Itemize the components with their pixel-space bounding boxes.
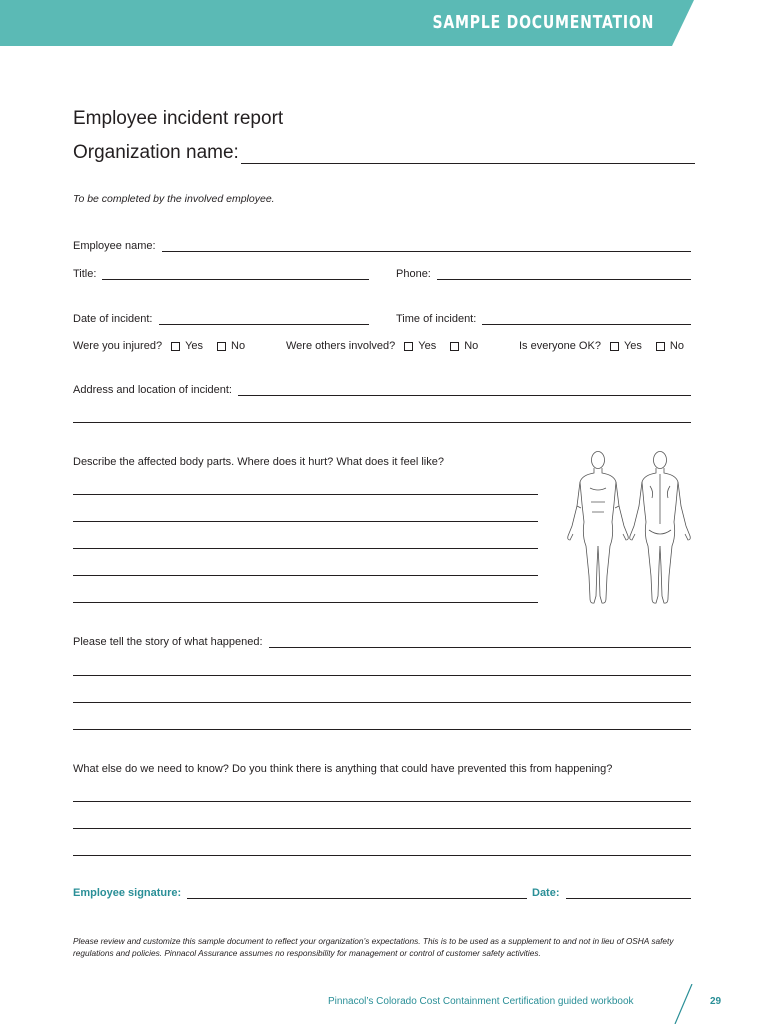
form-title: Employee incident report: [73, 108, 284, 129]
injured-yes-checkbox[interactable]: [171, 342, 180, 351]
signature-label: Employee signature:: [73, 887, 182, 899]
story-field[interactable]: [73, 636, 691, 648]
others-label: Were others involved?: [286, 340, 396, 352]
body-parts-line-1[interactable]: [73, 494, 538, 495]
signature-date-field[interactable]: [532, 887, 691, 899]
phone-field[interactable]: [396, 268, 691, 280]
time-of-incident-label: Time of incident:: [396, 313, 477, 325]
front-body-figure: [568, 452, 629, 604]
address-label: Address and location of incident:: [73, 384, 232, 396]
ok-yes-label: Yes: [623, 340, 642, 352]
body-outline-icon: [560, 446, 695, 608]
title-line[interactable]: [102, 268, 369, 280]
address-line-2[interactable]: [73, 422, 691, 423]
injured-no-label: No: [231, 340, 246, 352]
signature-field[interactable]: [73, 887, 527, 899]
body-parts-line-5[interactable]: [73, 602, 538, 603]
organization-line[interactable]: [241, 146, 695, 164]
story-line-1[interactable]: [269, 636, 691, 648]
signature-date-label: Date:: [532, 887, 560, 899]
employee-name-line[interactable]: [162, 240, 691, 252]
employee-name-field[interactable]: [73, 240, 691, 252]
story-line-2[interactable]: [73, 675, 691, 676]
injured-no-checkbox[interactable]: [217, 342, 226, 351]
body-parts-line-2[interactable]: [73, 521, 538, 522]
organization-label: Organization name:: [73, 142, 239, 163]
address-line[interactable]: [238, 384, 691, 396]
form-instructions: To be completed by the involved employee.: [73, 193, 275, 205]
signature-line[interactable]: [187, 887, 527, 899]
story-label: Please tell the story of what happened:: [73, 636, 263, 648]
footer-workbook-title: Pinnacol’s Colorado Cost Containment Certification guided workbook: [328, 996, 634, 1007]
ok-no-checkbox[interactable]: [656, 342, 665, 351]
phone-line[interactable]: [437, 268, 691, 280]
ok-no-label: No: [669, 340, 684, 352]
organization-field[interactable]: [73, 142, 695, 164]
story-line-3[interactable]: [73, 702, 691, 703]
others-question: [286, 340, 478, 352]
prevention-line-2[interactable]: [73, 828, 691, 829]
injured-question: [73, 340, 245, 352]
phone-label: Phone:: [396, 268, 431, 280]
time-of-incident-field[interactable]: [396, 313, 691, 325]
footer-divider-icon: [672, 984, 696, 1024]
others-no-label: No: [464, 340, 479, 352]
ok-question: [519, 340, 684, 352]
others-yes-label: Yes: [418, 340, 437, 352]
body-parts-question: Describe the affected body parts. Where does it hurt? What does it feel like?: [73, 456, 444, 468]
body-parts-line-4[interactable]: [73, 575, 538, 576]
page-number: 29: [710, 996, 722, 1007]
prevention-line-3[interactable]: [73, 855, 691, 856]
others-yes-checkbox[interactable]: [404, 342, 413, 351]
title-field[interactable]: [73, 268, 369, 280]
employee-name-label: Employee name:: [73, 240, 156, 252]
date-of-incident-field[interactable]: [73, 313, 369, 325]
banner-title: SAMPLE DOCUMENTATION: [432, 12, 654, 33]
prevention-question: What else do we need to know? Do you think there is anything that could have prevented this from happening?: [73, 763, 613, 775]
others-no-checkbox[interactable]: [450, 342, 459, 351]
injured-yes-label: Yes: [185, 340, 204, 352]
body-diagram[interactable]: [560, 446, 695, 613]
prevention-line-1[interactable]: [73, 801, 691, 802]
back-body-figure: [630, 452, 691, 604]
address-field[interactable]: [73, 384, 691, 396]
injured-label: Were you injured?: [73, 340, 163, 352]
title-label: Title:: [73, 268, 97, 280]
header-banner: [0, 0, 694, 46]
ok-yes-checkbox[interactable]: [610, 342, 619, 351]
body-parts-line-3[interactable]: [73, 548, 538, 549]
ok-label: Is everyone OK?: [519, 340, 601, 352]
story-line-4[interactable]: [73, 729, 691, 730]
time-of-incident-line[interactable]: [482, 313, 691, 325]
date-of-incident-label: Date of incident:: [73, 313, 153, 325]
signature-date-line[interactable]: [566, 887, 691, 899]
date-of-incident-line[interactable]: [159, 313, 370, 325]
disclaimer-text: Please review and customize this sample document to reflect your organization’s expectations. This is to be used as a supplement to and not in lieu of OSHA safety regulations and policies. Pinnacol Assurance assumes no responsibility for management or control of customer safety activities.: [73, 936, 674, 958]
